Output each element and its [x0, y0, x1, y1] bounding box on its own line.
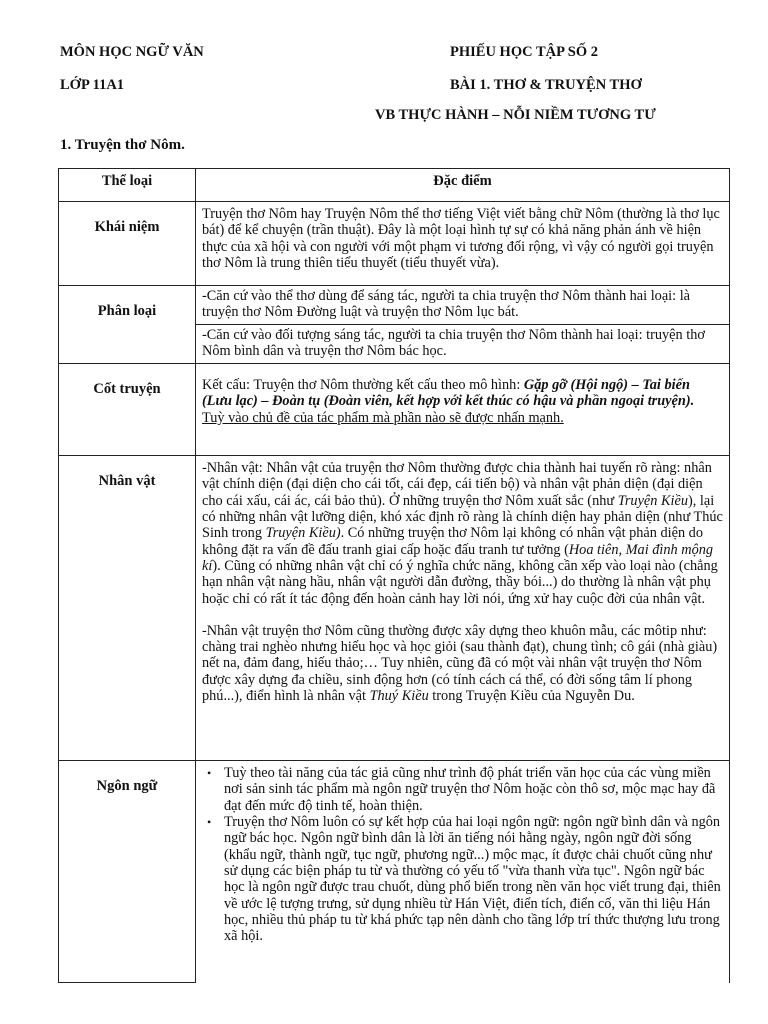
work-title: Hoa tiên, Mai đình mộng kí — [202, 541, 714, 574]
classification-item-1: -Căn cứ vào thể thơ dùng để sáng tác, người ta chia truyện thơ Nôm thành hai loại: là truyện thơ Nôm Đường luật và truyện thơ Nôm lục bát. — [202, 288, 691, 321]
class-label: LỚP 11A1 — [60, 77, 125, 93]
column-header-features: Đặc điểm — [196, 169, 730, 202]
characters-text: -Nhân vật: Nhân vật của truyện thơ Nôm thường được chia thành hai tuyến rõ ràng: nhân vật chính diện (đại diện cho cái tốt, cái đẹp, cái tiến bộ) và nhân vật phản diện (đại diện cho cái xấu, cái ác, cái bảo thủ). Ở những truyện thơ Nôm xuất sắc (như — [202, 460, 712, 509]
language-list — [202, 765, 723, 944]
column-header-genre: Thể loại — [59, 169, 196, 202]
table-row-language — [59, 761, 730, 983]
work-title: Truyện Kiều) — [265, 525, 341, 542]
section-title: 1. Truyện thơ Nôm. — [60, 137, 185, 153]
characters-cell — [196, 456, 730, 761]
characters-text: ), lại có những nhân vật lưỡng diện, khó xác định rõ ràng là chính diện hay phản diện (như Thúc Sinh trong — [202, 492, 723, 542]
characters-text: trong Truyện Kiều của Nguyễn Du. — [428, 688, 635, 705]
row-label-plot: Cốt truyện — [59, 364, 196, 456]
plot-paragraph — [202, 377, 723, 410]
table-header-row — [59, 169, 730, 202]
language-bullet-text: Tuỳ theo tài năng của tác giả cũng như trình độ phát triển văn học của các vùng miền nơi sản sinh tác phẩm mà ngôn ngữ truyện thơ Nôm hoặc còn thô sơ, mộc mạc hay đã đạt đến mức độ tinh tế, hoàn thiện. — [224, 765, 716, 814]
bullet-icon: • — [207, 815, 212, 830]
characters-text: . Có những truyện thơ Nôm lại không có nhân vật phản diện do không đặt ra vấn đề đấu tranh giai cấp hoặc đấu tranh tư tưởng ( — [202, 525, 703, 558]
work-title: Truyện Kiều — [617, 492, 688, 509]
plot-model: Gặp gỡ (Hội ngộ) – Tai biến (Lưu lạc) – Đoàn tụ (Đoàn viên, kết hợp với kết thúc có hậu và phần ngoại truyện). — [202, 377, 695, 410]
table-row-plot — [59, 364, 730, 456]
table-row-classification — [59, 286, 730, 364]
plot-note: Tuỳ vào chủ đề của tác phẩm mà phần nào sẽ được nhấn mạnh. — [202, 409, 564, 426]
row-label-characters: Nhân vật — [59, 456, 196, 761]
plot-cell — [196, 364, 730, 456]
worksheet-title: PHIẾU HỌC TẬP SỐ 2 — [450, 44, 598, 60]
language-bullet-text: Truyện thơ Nôm luôn có sự kết hợp của hai loại ngôn ngữ: ngôn ngữ bình dân và ngôn ngữ bác học. Ngôn ngữ bình dân là lời ăn tiếng nói hằng ngày, ngôn ngữ đời sống (khẩu ngữ, thành ngữ, tục ngữ, phương ngữ...) mộc mạc, ít được chải chuốt cũng như sử dụng các biện pháp tu từ và thường có yếu tố "vừa thanh vừa tục". Ngôn ngữ bác học là ngôn ngữ được trau chuốt, dùng phổ biến trong nền văn học viết trung đại, thiên về ước lệ tượng trưng, sử dụng nhiều từ Hán Việt, điển tích, điển cố, văn thi liệu Hán học, nhiều thủ pháp tu từ khá phức tạp nên dành cho tầng lớp trí thức thượng lưu trong xã hội. — [224, 814, 721, 945]
plot-lead: Kết cấu: Truyện thơ Nôm thường kết cấu theo mô hình: — [202, 377, 524, 394]
table-row-characters — [59, 456, 730, 761]
row-label-definition: Khái niệm — [59, 202, 196, 286]
definition-paragraph: Truyện thơ Nôm hay Truyện Nôm thể thơ tiếng Việt viết bằng chữ Nôm (thường là thơ lục bát) để kể chuyện (trần thuật). Đây là một loại hình tự sự có khả năng phản ánh về hiện thực của xã hội và con người với một phạm vi tương đối rộng, vì vậy có người gọi truyện thơ Nôm là trung thiên tiểu thuyết (tiểu thuyết vừa). — [202, 206, 720, 271]
characteristics-table — [58, 168, 730, 983]
characters-text: -Nhân vật truyện thơ Nôm cũng thường được xây dựng theo khuôn mẫu, các môtip như: chàng trai nghèo nhưng hiếu học và học giỏi (sau thành đạt), chung tình; cô gái (nhà giàu) nết na, đảm đang, hiếu thảo;… Tuy nhiên, cũng đã có một vài nhân vật truyện thơ Nôm được xây dựng đa chiều, sinh động hơn (có tính cách cá thể, có đời sống tâm lí phong phú...), điển hình là nhân vật — [202, 622, 718, 705]
table-row-definition — [59, 202, 730, 286]
characters-text: ). Cũng có những nhân vật chỉ có ý nghĩa chức năng, không cần xếp vào loại nào (chẳng hạn nhân vật nàng hầu, nhân vật người dẫn đường, thầy bói...) do thường là nhân vật phụ hoặc chỉ có rất ít tác động đến hoàn cảnh hay lời nói, ứng xử hay cuộc đời của nhân vật. — [202, 557, 718, 607]
bullet-icon: • — [207, 766, 212, 781]
list-item — [207, 765, 723, 814]
characters-paragraph-1 — [202, 460, 723, 607]
row-label-language: Ngôn ngữ — [59, 761, 196, 983]
lesson-title: BÀI 1. THƠ & TRUYỆN THƠ — [450, 77, 642, 93]
text-title: VB THỰC HÀNH – NỖI NIỀM TƯƠNG TƯ — [375, 107, 656, 123]
language-cell — [196, 761, 730, 983]
subject-title: MÔN HỌC NGỮ VĂN — [60, 44, 204, 60]
definition-text — [196, 202, 730, 286]
characters-paragraph-2 — [202, 623, 723, 704]
row-label-classification: Phân loại — [59, 286, 196, 364]
classification-cell — [196, 286, 730, 364]
classification-item-2: -Căn cứ vào đối tượng sáng tác, người ta chia truyện thơ Nôm thành hai loại: truyện thơ Nôm bình dân và truyện thơ Nôm bác học. — [196, 324, 729, 360]
list-item — [207, 814, 723, 945]
character-name: Thuý Kiều — [369, 688, 429, 705]
